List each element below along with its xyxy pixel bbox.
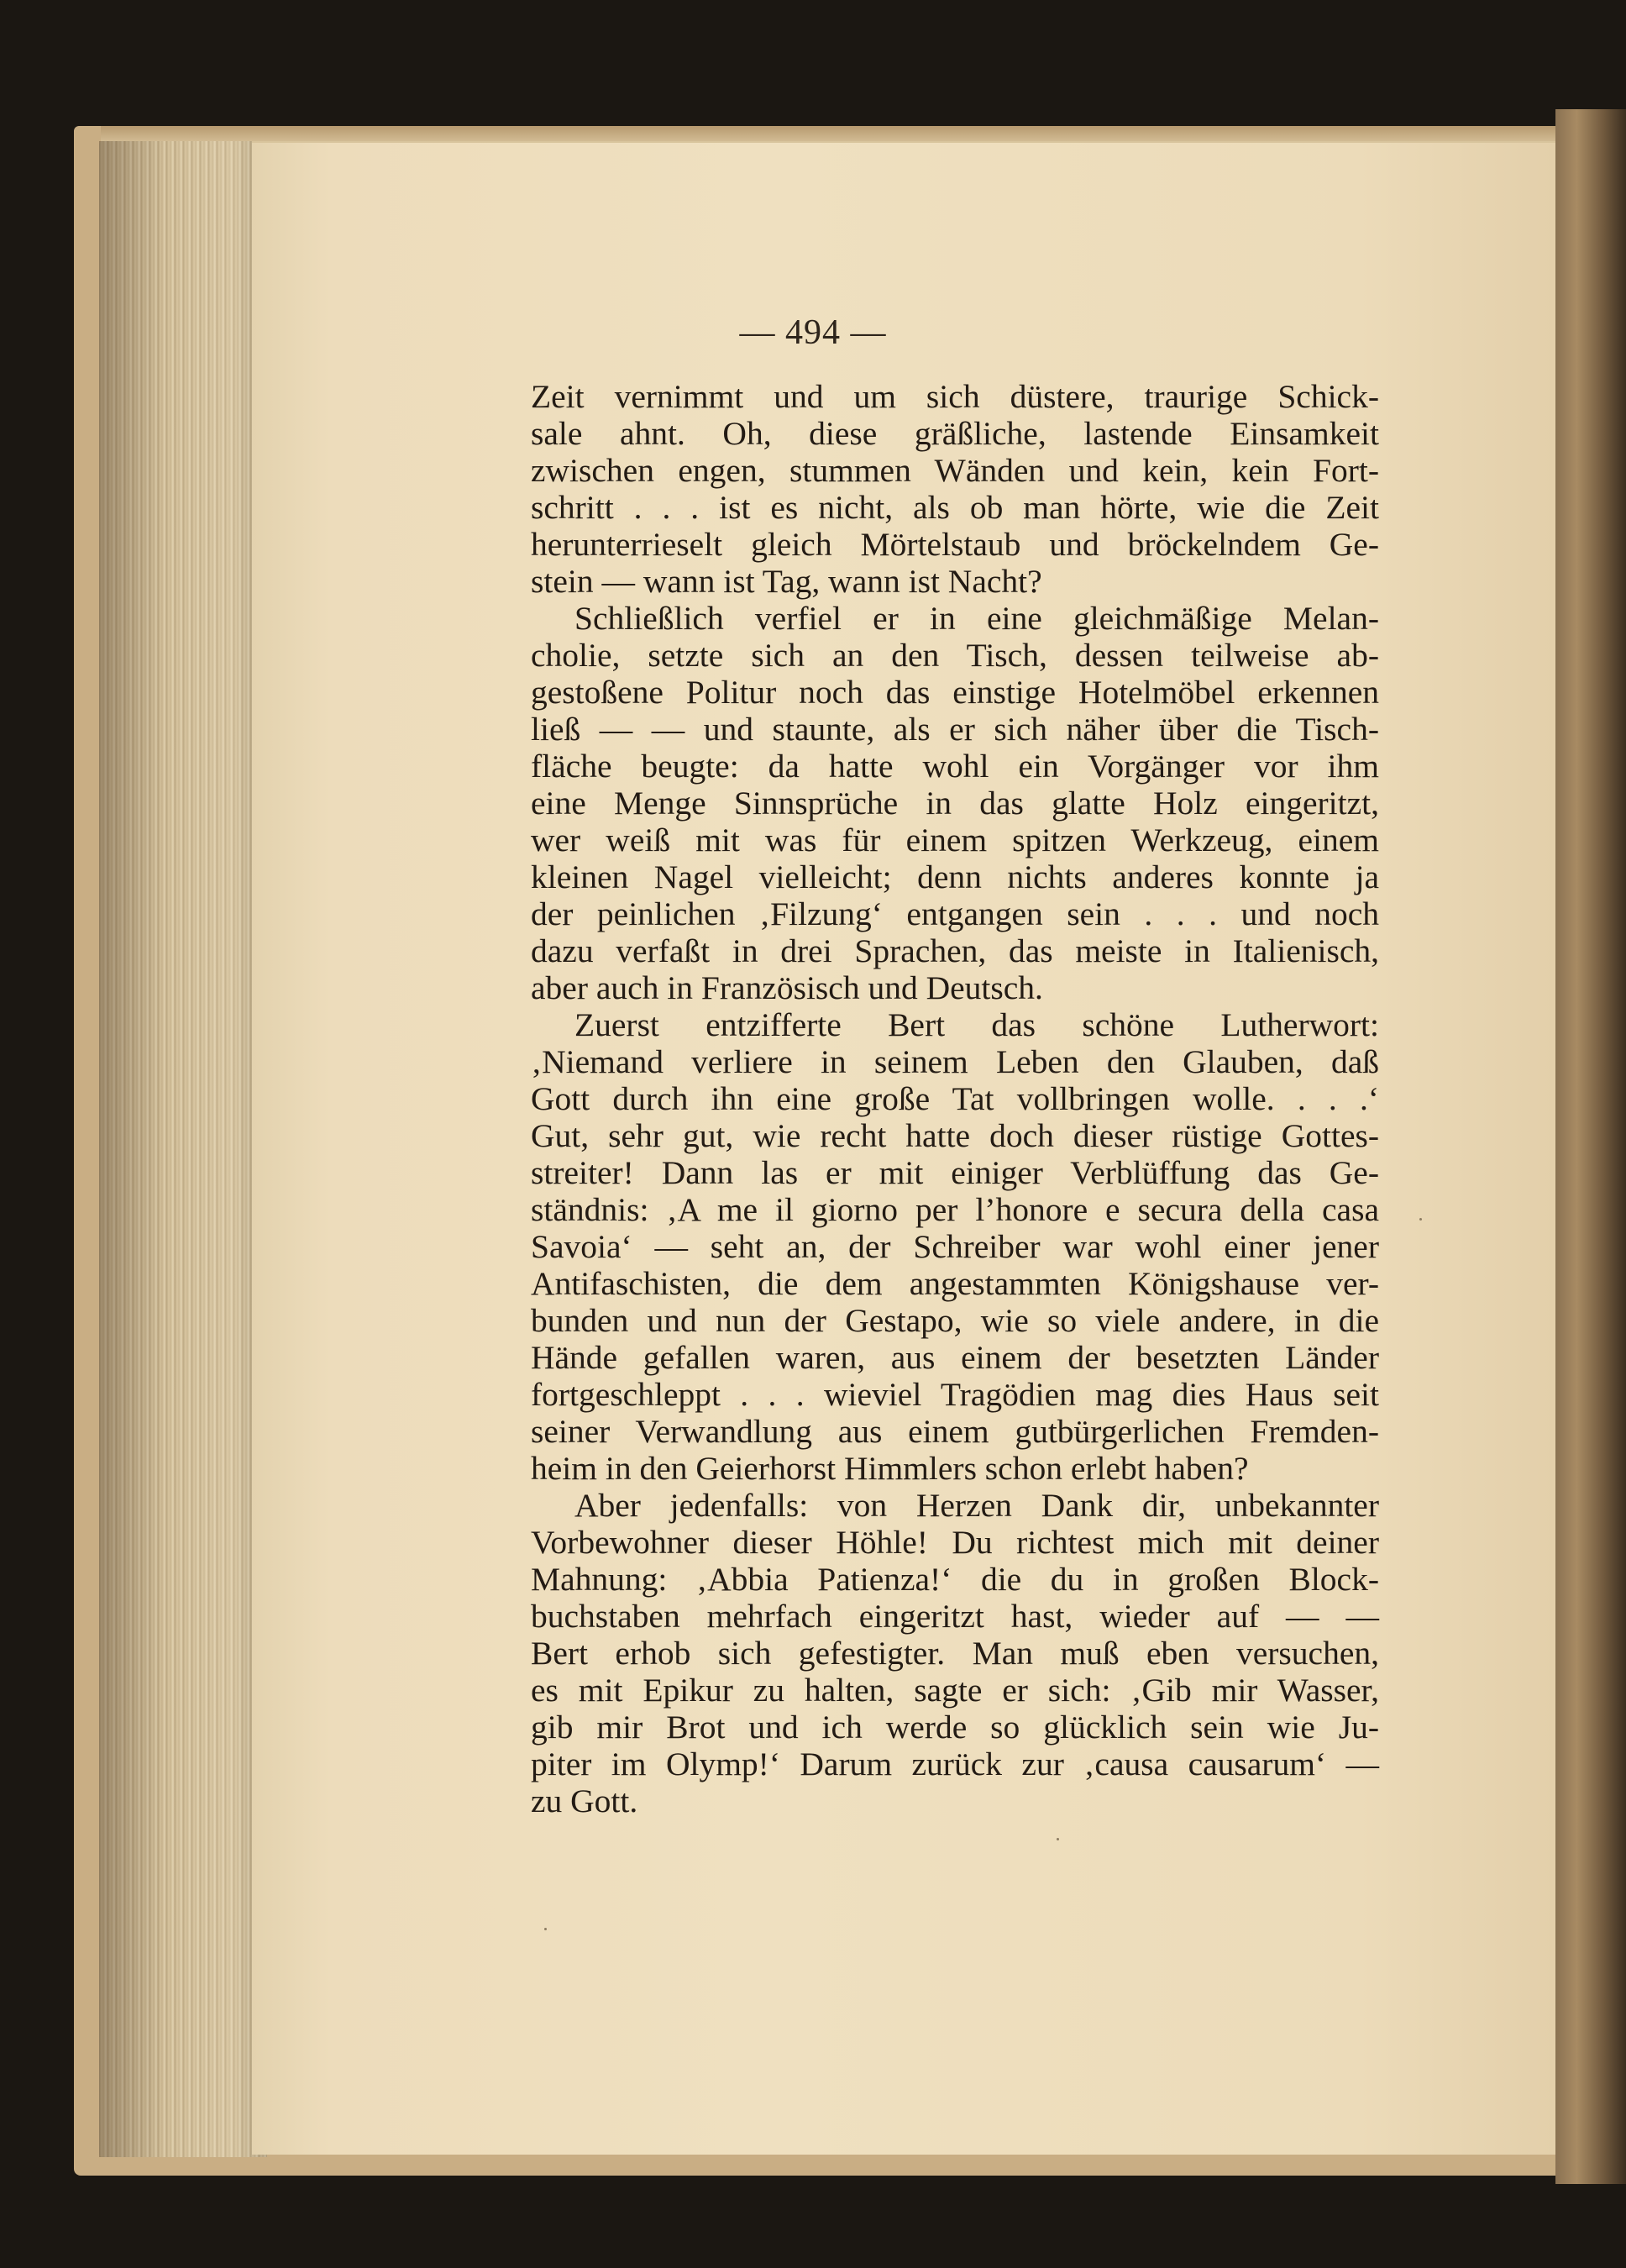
- paper-speck: [544, 1928, 547, 1930]
- text-line: schritt . . . ist es nicht, als ob man hörte, wie die Zeit: [531, 489, 1379, 526]
- text-line: zwischen engen, stummen Wänden und kein, kein Fort-: [531, 452, 1379, 489]
- text-line: Gut, sehr gut, wie recht hatte doch dieser rüstige Gottes-: [531, 1117, 1379, 1154]
- text-line: herunterrieselt gleich Mörtelstaub und bröckelndem Ge-: [531, 526, 1379, 563]
- paragraph: [531, 1487, 1379, 1819]
- text-line: bunden und nun der Gestapo, wie so viele andere, in die: [531, 1302, 1379, 1339]
- text-line: ließ — — und staunte, als er sich näher über die Tisch-: [531, 711, 1379, 748]
- paper-speck: [1057, 1838, 1059, 1840]
- text-line: Antifaschisten, die dem angestammten Königshause ver-: [531, 1265, 1379, 1302]
- text-line: cholie, setzte sich an den Tisch, dessen teilweise ab-: [531, 637, 1379, 674]
- text-line: seiner Verwandlung aus einem gutbürgerlichen Fremden-: [531, 1413, 1379, 1450]
- text-line: Zeit vernimmt und um sich düstere, traurige Schick-: [531, 378, 1379, 415]
- text-line: dazu verfaßt in drei Sprachen, das meiste in Italienisch,: [531, 932, 1379, 969]
- page-stack-shading: [99, 141, 267, 2157]
- text-line: Schließlich verfiel er in eine gleichmäßige Melan-: [574, 600, 1379, 637]
- body-text: [531, 378, 1379, 1819]
- text-line: ständnis: ‚A me il giorno per l’honore e secura della casa: [531, 1191, 1379, 1228]
- book-right-gutter: [1555, 109, 1626, 2184]
- text-line: der peinlichen ‚Filzung‘ entgangen sein . . . und noch: [531, 895, 1379, 932]
- text-line: fortgeschleppt . . . wieviel Tragödien mag dies Haus seit: [531, 1376, 1379, 1413]
- text-line: Bert erhob sich gefestigter. Man muß eben versuchen,: [531, 1635, 1379, 1672]
- paragraph: [531, 1006, 1379, 1487]
- text-line: buchstaben mehrfach eingeritzt hast, wieder auf — —: [531, 1598, 1379, 1635]
- paragraph: [531, 600, 1379, 1006]
- text-line: Mahnung: ‚Abbia Patienza!‘ die du in großen Block-: [531, 1561, 1379, 1598]
- text-line: ‚Niemand verliere in seinem Leben den Glauben, daß: [531, 1043, 1379, 1080]
- text-line: piter im Olymp!‘ Darum zurück zur ‚causa causarum‘ —: [531, 1746, 1379, 1782]
- text-line: Vorbewohner dieser Höhle! Du richtest mich mit deiner: [531, 1524, 1379, 1561]
- paper-speck: [1419, 1218, 1422, 1221]
- text-line: es mit Epikur zu halten, sagte er sich: ‚Gib mir Wasser,: [531, 1672, 1379, 1709]
- text-line: sale ahnt. Oh, diese gräßliche, lastende Einsamkeit: [531, 415, 1379, 452]
- text-line: Hände gefallen waren, aus einem der besetzten Länder: [531, 1339, 1379, 1376]
- text-line: stein — wann ist Tag, wann ist Nacht?: [531, 563, 1042, 600]
- text-line: fläche beugte: da hatte wohl ein Vorgänger vor ihm: [531, 748, 1379, 785]
- text-line: streiter! Dann las er mit einiger Verblüffung das Ge-: [531, 1154, 1379, 1191]
- text-line: gestoßene Politur noch das einstige Hotelmöbel erkennen: [531, 674, 1379, 711]
- text-line: heim in den Geierhorst Himmlers schon erlebt haben?: [531, 1450, 1249, 1487]
- text-line: Zuerst entzifferte Bert das schöne Lutherwort:: [574, 1006, 1379, 1043]
- text-line: wer weiß mit was für einem spitzen Werkzeug, einem: [531, 822, 1379, 858]
- text-line: gib mir Brot und ich werde so glücklich sein wie Ju-: [531, 1709, 1379, 1746]
- text-line: Gott durch ihn eine große Tat vollbringen wolle. . . .‘: [531, 1080, 1379, 1117]
- paragraph: [531, 378, 1379, 600]
- text-line: kleinen Nagel vielleicht; denn nichts anderes konnte ja: [531, 858, 1379, 895]
- text-line: eine Menge Sinnsprüche in das glatte Holz eingeritzt,: [531, 785, 1379, 822]
- text-line: aber auch in Französisch und Deutsch.: [531, 969, 1043, 1006]
- text-line: zu Gott.: [531, 1782, 638, 1819]
- text-line: Aber jedenfalls: von Herzen Dank dir, unbekannter: [574, 1487, 1379, 1524]
- text-line: Savoia‘ — seht an, der Schreiber war wohl einer jener: [531, 1228, 1379, 1265]
- page-number: — 494 —: [739, 313, 887, 352]
